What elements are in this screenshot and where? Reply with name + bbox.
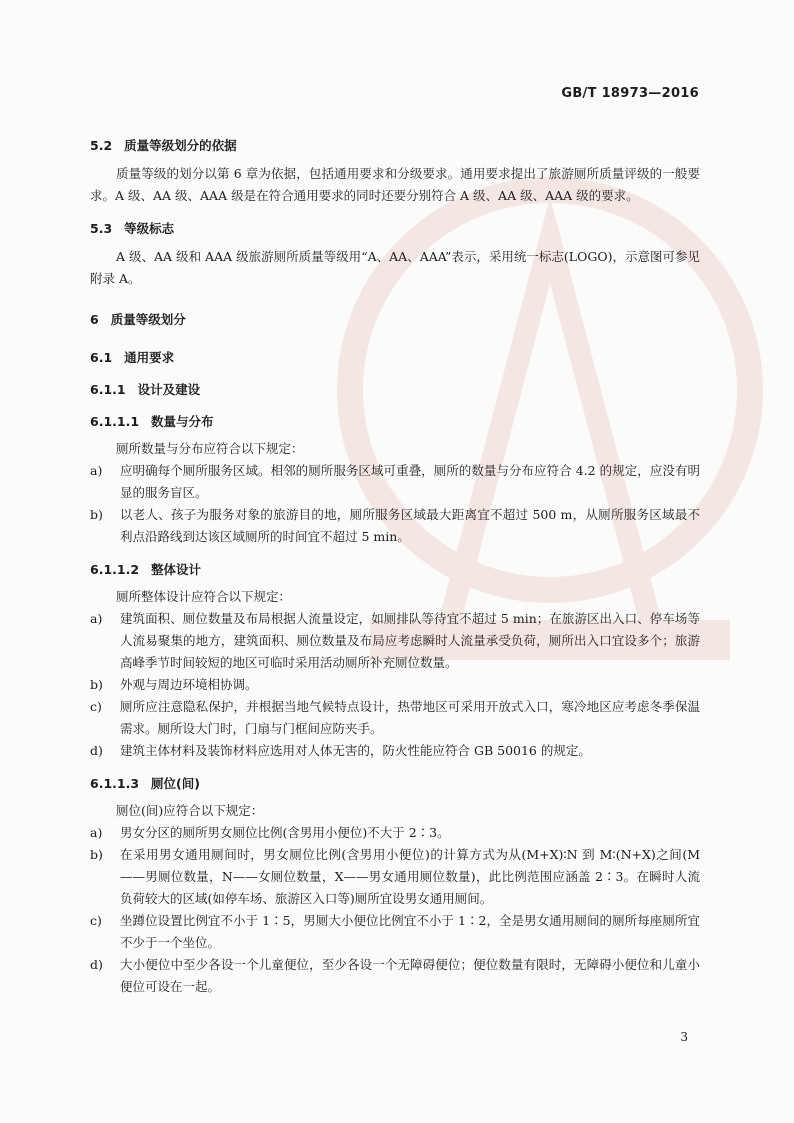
list [90,460,700,548]
section-heading: 6.1.1.3 厕位(间) [90,776,200,791]
section-heading: 6.1.1 设计及建设 [90,382,201,397]
list-item: b) 外观与周边环境相协调。 [90,677,258,692]
paragraph: 厕位(间)应符合以下规定： [116,803,264,818]
paragraph: 厕所数量与分布应符合以下规定： [116,441,304,456]
list-item: d) 大小便位中至少各设一个儿童便位，至少各设一个无障碍便位；便位数量有限时，无障碍小便位和儿童小便位可设在一起。 [90,957,700,994]
list-item: c) 厕所应注意隐私保护，并根据当地气候特点设计，热带地区可采用开放式入口，寒冷地区应考虑冬季保温需求。厕所设大门时，门扇与门框间应防夹手。 [90,699,700,736]
list-item: a) 建筑面积、厕位数量及布局根据人流量设定，如厕排队等待宜不超过 5 min；在旅游区出入口、停车场等人流易聚集的地方，建筑面积、厕位数量及布局应考虑瞬时人流量承受负荷，厕所出入口宜设多个；旅游高峰季节时间较短的地区可临时采用活动厕所补充厕位数量。 [90,611,700,670]
list-item: a) 男女分区的厕所男女厕位比例(含男用小便位)不大于 2∶3。 [90,825,450,840]
document-code: GB/T 18973—2016 [561,86,699,101]
paragraph: 质量等级的划分以第 6 章为依据，包括通用要求和分级要求。通用要求提出了旅游厕所质量评级的一般要求。A 级、AA 级、AAA 级是在符合通用要求的同时还要分别符合 A 级、AA 级、AAA 级的要求。 [90,166,700,203]
page-content [90,136,700,998]
list-item: b) 在采用男女通用厕间时，男女厕位比例(含男用小便位)的计算方式为从(M+X)∶N 到 M∶(N+X)之间(M——男厕位数量，N——女厕位数量，X——男女通用厕位数量)，此比例范围应涵盖 2∶3。在瞬时人流负荷较大的区域(如停车场、旅游区入口等)厕所宜设男女通用厕间。 [90,847,700,906]
section-heading: 6.1 通用要求 [90,350,175,365]
list [90,608,700,762]
list-item: c) 坐蹲位设置比例宜不小于 1∶5，男厕大小便位比例宜不小于 1∶2，全是男女通用厕间的厕所每座厕所宜不少于一个坐位。 [90,913,700,950]
list-item: b) 以老人、孩子为服务对象的旅游目的地，厕所服务区域最大距离宜不超过 500 m，从厕所服务区域最不利点沿路线到达该区域厕所的时间宜不超过 5 min。 [90,507,700,544]
paragraph: A 级、AA 级和 AAA 级旅游厕所质量等级用“A、AA、AAA”表示，采用统一标志(LOGO)，示意图可参见附录 A。 [90,249,700,286]
list [90,822,700,998]
page-number: 3 [680,1030,688,1044]
paragraph: 厕所整体设计应符合以下规定： [116,589,292,604]
list-item: a) 应明确每个厕所服务区域。相邻的厕所服务区域可重叠，厕所的数量与分布应符合 4.2 的规定，应没有明显的服务盲区。 [90,463,700,500]
section-heading: 5.3 等级标志 [90,221,175,236]
section-heading: 6.1.1.2 整体设计 [90,562,202,577]
section-heading: 5.2 质量等级划分的依据 [90,138,237,153]
chapter-heading: 6 质量等级划分 [90,312,186,327]
section-heading: 6.1.1.1 数量与分布 [90,414,214,429]
list-item: d) 建筑主体材料及装饰材料应选用对人体无害的，防火性能应符合 GB 50016 的规定。 [90,743,591,758]
